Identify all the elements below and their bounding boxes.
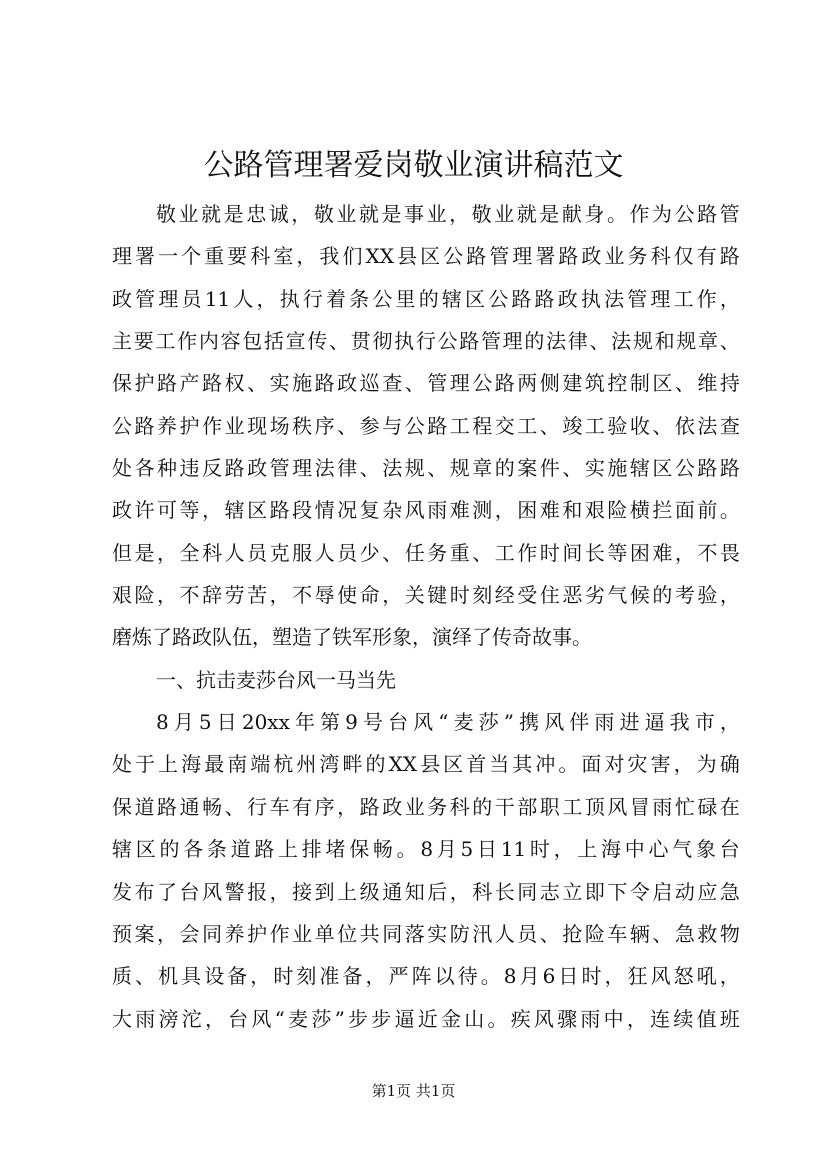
text-line: 一、抗击麦莎台风一马当先	[156, 667, 396, 692]
text-line: 理 署 一 个 重 要 科 室 ， 我 们 XX 县 区 公 路 管 理 署 路 政 业 务 科 仅 有 路	[112, 244, 740, 269]
text-line: 处 于 上 海 最 南 端 杭 州 湾 畔 的 XX 县 区 首 当 其 冲 。 面 对 灾 害 ， 为 确	[112, 752, 740, 777]
text-line: 预 案 ， 会 同 养 护 作 业 单 位 共 同 落 实 防 汛 人 员 、 抢 险 车 辆 、 急 救 物	[112, 921, 740, 946]
text-line: 政 许 可 等 ， 辖 区 路 段 情 况 复 杂 风 雨 难 测 ， 困 难 和 艰 险 横 拦 面 前 。	[112, 498, 740, 523]
text-line: 但 是 ， 全 科 人 员 克 服 人 员 少 、 任 务 重 、 工 作 时 间 长 等 困 难 ， 不 畏	[112, 540, 740, 565]
text-line: 8 月 5 日 20xx 年 第 9 号 台 风 “ 麦 莎 ” 携 风 伴 雨 进 逼 我 市 ，	[156, 710, 740, 735]
text-line: 艰 险 ， 不 辞 劳 苦 ， 不 辱 使 命 ， 关 键 时 刻 经 受 住 恶 劣 气 候 的 考 验 ，	[112, 583, 740, 608]
text-line: 大 雨 滂 沱 ， 台 风 “ 麦 莎 ” 步 步 逼 近 金 山 。 疾 风 骤 雨 中 ， 连 续 值 班	[112, 1006, 740, 1031]
text-line: 处 各 种 违 反 路 政 管 理 法 律 、 法 规 、 规 章 的 案 件 、 实 施 辖 区 公 路 路	[112, 456, 740, 481]
text-line: 保 道 路 通 畅 、 行 车 有 序 ， 路 政 业 务 科 的 干 部 职 工 顶 风 冒 雨 忙 碌 在	[112, 794, 740, 819]
document-title: 公路管理署爱岗敬业演讲稿范文	[203, 148, 624, 183]
text-line: 磨炼了路政队伍，塑造了铁军形象，演绎了传奇故事。	[112, 625, 592, 650]
text-line: 保 护 路 产 路 权 、 实 施 路 政 巡 查 、 管 理 公 路 两 侧 建 筑 控 制 区 、 维 持	[112, 371, 740, 396]
document-body	[112, 193, 740, 1040]
text-line: 辖 区 的 各 条 道 路 上 排 堵 保 畅 。 8 月 5 日 11 时 ， 上 海 中 心 气 象 台	[112, 837, 740, 862]
text-line: 政 管 理 员 11 人 ， 执 行 着 条 公 里 的 辖 区 公 路 路 政 执 法 管 理 工 作 ，	[112, 286, 740, 311]
text-line: 质 、 机 具 设 备 ， 时 刻 准 备 ， 严 阵 以 待 。 8 月 6 日 时 ， 狂 风 怒 吼 ，	[112, 964, 740, 989]
text-line: 发 布 了 台 风 警 报 ， 接 到 上 级 通 知 后 ， 科 长 同 志 立 即 下 令 启 动 应 急	[112, 879, 740, 904]
page-footer: 第1页 共1页	[371, 1082, 456, 1100]
text-line: 敬 业 就 是 忠 诚 ， 敬 业 就 是 事 业 ， 敬 业 就 是 献 身 。 作 为 公 路 管	[156, 202, 740, 226]
text-line: 主 要 工 作 内 容 包 括 宣 传 、 贯 彻 执 行 公 路 管 理 的 法 律 、 法 规 和 规 章 、	[112, 329, 740, 354]
text-line: 公 路 养 护 作 业 现 场 秩 序 、 参 与 公 路 工 程 交 工 、 竣 工 验 收 、 依 法 查	[112, 413, 740, 438]
